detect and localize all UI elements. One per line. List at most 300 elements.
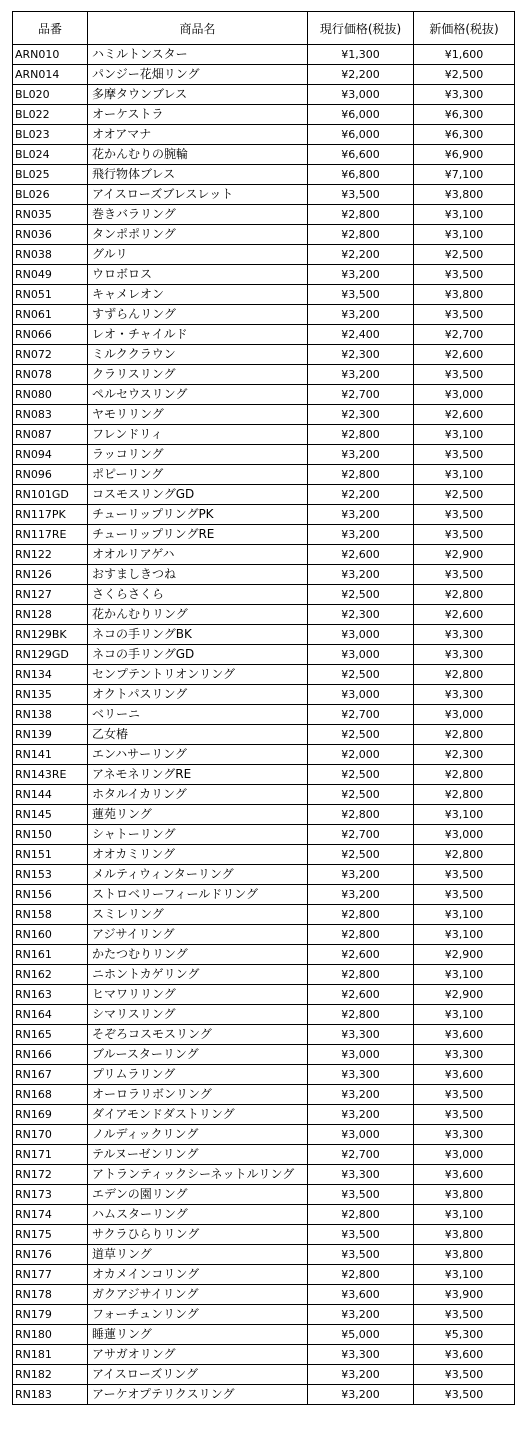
table-row: [13, 1225, 515, 1245]
new-price: ¥3,300: [414, 645, 515, 665]
current-price: ¥2,500: [308, 765, 414, 785]
product-code: RN166: [13, 1045, 88, 1065]
product-name: ストロベリーフィールドリング: [88, 885, 308, 905]
table-row: [13, 1085, 515, 1105]
current-price: ¥2,800: [308, 205, 414, 225]
table-row: [13, 545, 515, 565]
product-name: すずらんリング: [88, 305, 308, 325]
table-row: [13, 645, 515, 665]
current-price: ¥3,200: [308, 305, 414, 325]
new-price: ¥2,800: [414, 725, 515, 745]
new-price: ¥3,100: [414, 465, 515, 485]
product-code: RN172: [13, 1165, 88, 1185]
table-row: [13, 345, 515, 365]
header-name: 商品名: [88, 12, 308, 45]
table-row: [13, 1305, 515, 1325]
new-price: ¥3,100: [414, 425, 515, 445]
new-price: ¥3,100: [414, 225, 515, 245]
product-name: プリムラリング: [88, 1065, 308, 1085]
product-code: RN173: [13, 1185, 88, 1205]
current-price: ¥3,500: [308, 185, 414, 205]
new-price: ¥3,500: [414, 1385, 515, 1405]
current-price: ¥2,600: [308, 985, 414, 1005]
table-row: [13, 125, 515, 145]
table-row: [13, 1185, 515, 1205]
current-price: ¥3,200: [308, 565, 414, 585]
table-row: [13, 865, 515, 885]
new-price: ¥3,800: [414, 1225, 515, 1245]
new-price: ¥2,800: [414, 665, 515, 685]
new-price: ¥3,500: [414, 1085, 515, 1105]
product-code: RN178: [13, 1285, 88, 1305]
product-code: BL024: [13, 145, 88, 165]
table-row: [13, 805, 515, 825]
product-name: スミレリング: [88, 905, 308, 925]
current-price: ¥3,000: [308, 625, 414, 645]
table-row: [13, 705, 515, 725]
current-price: ¥5,000: [308, 1325, 414, 1345]
table-row: [13, 625, 515, 645]
product-name: ヒマワリリング: [88, 985, 308, 1005]
table-row: [13, 1145, 515, 1165]
current-price: ¥3,300: [308, 1165, 414, 1185]
current-price: ¥3,500: [308, 1225, 414, 1245]
table-row: [13, 65, 515, 85]
product-name: オーケストラ: [88, 105, 308, 125]
new-price: ¥3,300: [414, 625, 515, 645]
current-price: ¥2,500: [308, 845, 414, 865]
product-name: ノルディックリング: [88, 1125, 308, 1145]
table-row: [13, 965, 515, 985]
product-name: チューリップリングPK: [88, 505, 308, 525]
new-price: ¥3,500: [414, 505, 515, 525]
product-code: RN169: [13, 1105, 88, 1125]
table-row: [13, 985, 515, 1005]
table-row: [13, 165, 515, 185]
table-row: [13, 1065, 515, 1085]
table-row: [13, 525, 515, 545]
product-name: エンハサーリング: [88, 745, 308, 765]
current-price: ¥2,400: [308, 325, 414, 345]
new-price: ¥2,600: [414, 605, 515, 625]
table-row: [13, 105, 515, 125]
table-row: [13, 585, 515, 605]
product-name: 道草リング: [88, 1245, 308, 1265]
product-name: ウロボロス: [88, 265, 308, 285]
product-name: フォーチュンリング: [88, 1305, 308, 1325]
new-price: ¥3,500: [414, 885, 515, 905]
new-price: ¥3,300: [414, 85, 515, 105]
product-code: RN036: [13, 225, 88, 245]
product-name: アジサイリング: [88, 925, 308, 945]
product-code: RN144: [13, 785, 88, 805]
new-price: ¥6,300: [414, 105, 515, 125]
current-price: ¥2,500: [308, 665, 414, 685]
product-name: そぞろコスモスリング: [88, 1025, 308, 1045]
product-name: さくらさくら: [88, 585, 308, 605]
product-name: 蓮苑リング: [88, 805, 308, 825]
table-row: [13, 825, 515, 845]
current-price: ¥2,000: [308, 745, 414, 765]
new-price: ¥3,500: [414, 1305, 515, 1325]
product-name: ネコの手リングBK: [88, 625, 308, 645]
table-row: [13, 145, 515, 165]
product-name: テルヌーゼンリング: [88, 1145, 308, 1165]
new-price: ¥3,600: [414, 1345, 515, 1365]
product-code: BL022: [13, 105, 88, 125]
table-row: [13, 1245, 515, 1265]
product-name: アイスローズブレスレット: [88, 185, 308, 205]
table-row: [13, 845, 515, 865]
product-code: RN165: [13, 1025, 88, 1045]
product-name: ハムスターリング: [88, 1205, 308, 1225]
product-code: ARN010: [13, 45, 88, 65]
product-code: BL020: [13, 85, 88, 105]
current-price: ¥2,800: [308, 965, 414, 985]
table-row: [13, 325, 515, 345]
product-name: ダイアモンドダストリング: [88, 1105, 308, 1125]
product-name: アーケオプテリクスリング: [88, 1385, 308, 1405]
table-row: [13, 925, 515, 945]
current-price: ¥3,200: [308, 885, 414, 905]
table-row: [13, 185, 515, 205]
product-code: RN162: [13, 965, 88, 985]
current-price: ¥3,200: [308, 1305, 414, 1325]
new-price: ¥3,600: [414, 1165, 515, 1185]
product-name: キャメレオン: [88, 285, 308, 305]
new-price: ¥2,800: [414, 765, 515, 785]
product-code: RN096: [13, 465, 88, 485]
current-price: ¥3,500: [308, 285, 414, 305]
table-row: [13, 905, 515, 925]
product-code: RN145: [13, 805, 88, 825]
product-name: ネコの手リングGD: [88, 645, 308, 665]
product-code: RN134: [13, 665, 88, 685]
product-code: RN139: [13, 725, 88, 745]
product-name: ホタルイカリング: [88, 785, 308, 805]
product-name: クラリスリング: [88, 365, 308, 385]
new-price: ¥3,500: [414, 365, 515, 385]
current-price: ¥2,200: [308, 245, 414, 265]
product-name: 睡蓮リング: [88, 1325, 308, 1345]
current-price: ¥6,000: [308, 105, 414, 125]
table-row: [13, 745, 515, 765]
product-code: RN156: [13, 885, 88, 905]
product-code: RN163: [13, 985, 88, 1005]
current-price: ¥3,000: [308, 1045, 414, 1065]
new-price: ¥3,000: [414, 385, 515, 405]
current-price: ¥3,200: [308, 1365, 414, 1385]
new-price: ¥7,100: [414, 165, 515, 185]
table-row: [13, 885, 515, 905]
current-price: ¥2,700: [308, 385, 414, 405]
new-price: ¥3,100: [414, 905, 515, 925]
product-name: ヤモリリング: [88, 405, 308, 425]
product-name: オオカミリング: [88, 845, 308, 865]
new-price: ¥3,100: [414, 205, 515, 225]
table-row: [13, 1285, 515, 1305]
product-name: エデンの園リング: [88, 1185, 308, 1205]
product-code: RN170: [13, 1125, 88, 1145]
product-code: RN066: [13, 325, 88, 345]
new-price: ¥2,900: [414, 985, 515, 1005]
new-price: ¥2,500: [414, 245, 515, 265]
new-price: ¥3,300: [414, 685, 515, 705]
new-price: ¥3,100: [414, 1205, 515, 1225]
new-price: ¥3,100: [414, 805, 515, 825]
current-price: ¥3,200: [308, 445, 414, 465]
new-price: ¥3,000: [414, 825, 515, 845]
product-name: 乙女椿: [88, 725, 308, 745]
product-name: ミルククラウン: [88, 345, 308, 365]
product-name: ペルセウスリング: [88, 385, 308, 405]
product-code: RN167: [13, 1065, 88, 1085]
product-code: RN061: [13, 305, 88, 325]
product-code: RN049: [13, 265, 88, 285]
current-price: ¥3,200: [308, 525, 414, 545]
header-current-price: 現行価格(税抜): [308, 12, 414, 45]
product-code: RN182: [13, 1365, 88, 1385]
new-price: ¥2,500: [414, 485, 515, 505]
current-price: ¥2,500: [308, 785, 414, 805]
product-code: RN094: [13, 445, 88, 465]
new-price: ¥5,300: [414, 1325, 515, 1345]
new-price: ¥2,800: [414, 845, 515, 865]
table-row: [13, 725, 515, 745]
current-price: ¥6,000: [308, 125, 414, 145]
new-price: ¥3,100: [414, 965, 515, 985]
table-row: [13, 1345, 515, 1365]
new-price: ¥3,100: [414, 925, 515, 945]
current-price: ¥2,300: [308, 405, 414, 425]
current-price: ¥2,200: [308, 65, 414, 85]
new-price: ¥3,900: [414, 1285, 515, 1305]
table-row: [13, 265, 515, 285]
product-code: RN174: [13, 1205, 88, 1225]
current-price: ¥2,700: [308, 1145, 414, 1165]
product-name: ラッコリング: [88, 445, 308, 465]
product-code: RN035: [13, 205, 88, 225]
product-code: RN179: [13, 1305, 88, 1325]
new-price: ¥2,700: [414, 325, 515, 345]
new-price: ¥3,800: [414, 285, 515, 305]
current-price: ¥3,300: [308, 1025, 414, 1045]
product-name: アサガオリング: [88, 1345, 308, 1365]
current-price: ¥2,500: [308, 725, 414, 745]
table-row: [13, 1365, 515, 1385]
product-code: RN083: [13, 405, 88, 425]
table-row: [13, 445, 515, 465]
current-price: ¥3,300: [308, 1345, 414, 1365]
new-price: ¥3,000: [414, 705, 515, 725]
product-code: RN138: [13, 705, 88, 725]
table-row: [13, 1205, 515, 1225]
product-code: RN141: [13, 745, 88, 765]
current-price: ¥3,200: [308, 1105, 414, 1125]
product-code: RN122: [13, 545, 88, 565]
table-row: [13, 225, 515, 245]
current-price: ¥2,800: [308, 1265, 414, 1285]
product-code: RN127: [13, 585, 88, 605]
current-price: ¥2,800: [308, 225, 414, 245]
product-name: おすましきつね: [88, 565, 308, 585]
product-code: RN129GD: [13, 645, 88, 665]
new-price: ¥2,800: [414, 785, 515, 805]
current-price: ¥2,800: [308, 805, 414, 825]
product-name: チューリップリングRE: [88, 525, 308, 545]
product-name: フレンドリィ: [88, 425, 308, 445]
current-price: ¥3,200: [308, 505, 414, 525]
table-row: [13, 605, 515, 625]
header-code: 品番: [13, 12, 88, 45]
table-row: [13, 505, 515, 525]
table-row: [13, 565, 515, 585]
product-code: RN117PK: [13, 505, 88, 525]
product-name: グルリ: [88, 245, 308, 265]
new-price: ¥3,300: [414, 1045, 515, 1065]
current-price: ¥3,000: [308, 85, 414, 105]
product-code: RN168: [13, 1085, 88, 1105]
product-code: ARN014: [13, 65, 88, 85]
product-code: RN158: [13, 905, 88, 925]
product-code: BL025: [13, 165, 88, 185]
table-row: [13, 945, 515, 965]
product-code: RN171: [13, 1145, 88, 1165]
current-price: ¥6,800: [308, 165, 414, 185]
table-row: [13, 785, 515, 805]
new-price: ¥2,900: [414, 945, 515, 965]
current-price: ¥2,700: [308, 705, 414, 725]
product-code: RN078: [13, 365, 88, 385]
product-name: 花かんむりリング: [88, 605, 308, 625]
product-name: アネモネリングRE: [88, 765, 308, 785]
current-price: ¥3,200: [308, 265, 414, 285]
current-price: ¥3,000: [308, 645, 414, 665]
table-row: [13, 245, 515, 265]
product-name: 巻きバラリング: [88, 205, 308, 225]
current-price: ¥3,600: [308, 1285, 414, 1305]
table-row: [13, 1385, 515, 1405]
new-price: ¥3,500: [414, 265, 515, 285]
current-price: ¥2,800: [308, 425, 414, 445]
table-row: [13, 1005, 515, 1025]
product-name: かたつむりリング: [88, 945, 308, 965]
current-price: ¥3,000: [308, 1125, 414, 1145]
new-price: ¥3,300: [414, 1125, 515, 1145]
current-price: ¥3,500: [308, 1245, 414, 1265]
table-row: [13, 385, 515, 405]
product-name: オカメインコリング: [88, 1265, 308, 1285]
product-code: RN126: [13, 565, 88, 585]
current-price: ¥2,600: [308, 945, 414, 965]
new-price: ¥3,800: [414, 185, 515, 205]
product-name: 飛行物体ブレス: [88, 165, 308, 185]
table-row: [13, 1325, 515, 1345]
new-price: ¥2,500: [414, 65, 515, 85]
product-name: ニホントカゲリング: [88, 965, 308, 985]
table-row: [13, 685, 515, 705]
table-row: [13, 1045, 515, 1065]
new-price: ¥3,800: [414, 1245, 515, 1265]
new-price: ¥2,600: [414, 405, 515, 425]
new-price: ¥3,100: [414, 1265, 515, 1285]
product-code: RN087: [13, 425, 88, 445]
table-row: [13, 1125, 515, 1145]
table-row: [13, 425, 515, 445]
product-name: メルティウィンターリング: [88, 865, 308, 885]
new-price: ¥2,300: [414, 745, 515, 765]
header-row: [13, 12, 515, 45]
product-code: RN117RE: [13, 525, 88, 545]
product-name: オクトパスリング: [88, 685, 308, 705]
current-price: ¥2,800: [308, 925, 414, 945]
product-name: コスモスリングGD: [88, 485, 308, 505]
product-name: オオルリアゲハ: [88, 545, 308, 565]
new-price: ¥3,600: [414, 1025, 515, 1045]
product-code: RN153: [13, 865, 88, 885]
new-price: ¥3,500: [414, 525, 515, 545]
current-price: ¥2,800: [308, 1005, 414, 1025]
current-price: ¥2,800: [308, 1205, 414, 1225]
table-row: [13, 485, 515, 505]
product-name: 多摩タウンブレス: [88, 85, 308, 105]
product-name: シャトーリング: [88, 825, 308, 845]
current-price: ¥2,800: [308, 905, 414, 925]
new-price: ¥6,900: [414, 145, 515, 165]
current-price: ¥2,800: [308, 465, 414, 485]
product-name: センプテントリオンリング: [88, 665, 308, 685]
table-body: [13, 45, 515, 1405]
product-code: RN176: [13, 1245, 88, 1265]
new-price: ¥3,500: [414, 1365, 515, 1385]
current-price: ¥2,700: [308, 825, 414, 845]
product-name: アイスローズリング: [88, 1365, 308, 1385]
table-row: [13, 1025, 515, 1045]
product-code: RN180: [13, 1325, 88, 1345]
product-name: ブルースターリング: [88, 1045, 308, 1065]
new-price: ¥3,100: [414, 1005, 515, 1025]
product-name: サクラひらりリング: [88, 1225, 308, 1245]
product-code: RN181: [13, 1345, 88, 1365]
new-price: ¥3,500: [414, 565, 515, 585]
new-price: ¥3,500: [414, 305, 515, 325]
current-price: ¥2,200: [308, 485, 414, 505]
product-code: RN143RE: [13, 765, 88, 785]
new-price: ¥3,000: [414, 1145, 515, 1165]
new-price: ¥3,800: [414, 1185, 515, 1205]
new-price: ¥2,900: [414, 545, 515, 565]
table-row: [13, 205, 515, 225]
table-row: [13, 465, 515, 485]
current-price: ¥2,300: [308, 345, 414, 365]
product-code: RN177: [13, 1265, 88, 1285]
current-price: ¥3,500: [308, 1185, 414, 1205]
product-code: RN160: [13, 925, 88, 945]
product-code: RN161: [13, 945, 88, 965]
product-name: アトランティックシーネットルリング: [88, 1165, 308, 1185]
header-new-price: 新価格(税抜): [414, 12, 515, 45]
current-price: ¥3,200: [308, 865, 414, 885]
product-code: RN175: [13, 1225, 88, 1245]
product-code: RN080: [13, 385, 88, 405]
product-name: ハミルトンスター: [88, 45, 308, 65]
table-row: [13, 285, 515, 305]
product-name: タンポポリング: [88, 225, 308, 245]
product-name: オーロラリボンリング: [88, 1085, 308, 1105]
current-price: ¥3,200: [308, 365, 414, 385]
new-price: ¥2,800: [414, 585, 515, 605]
current-price: ¥3,200: [308, 1085, 414, 1105]
